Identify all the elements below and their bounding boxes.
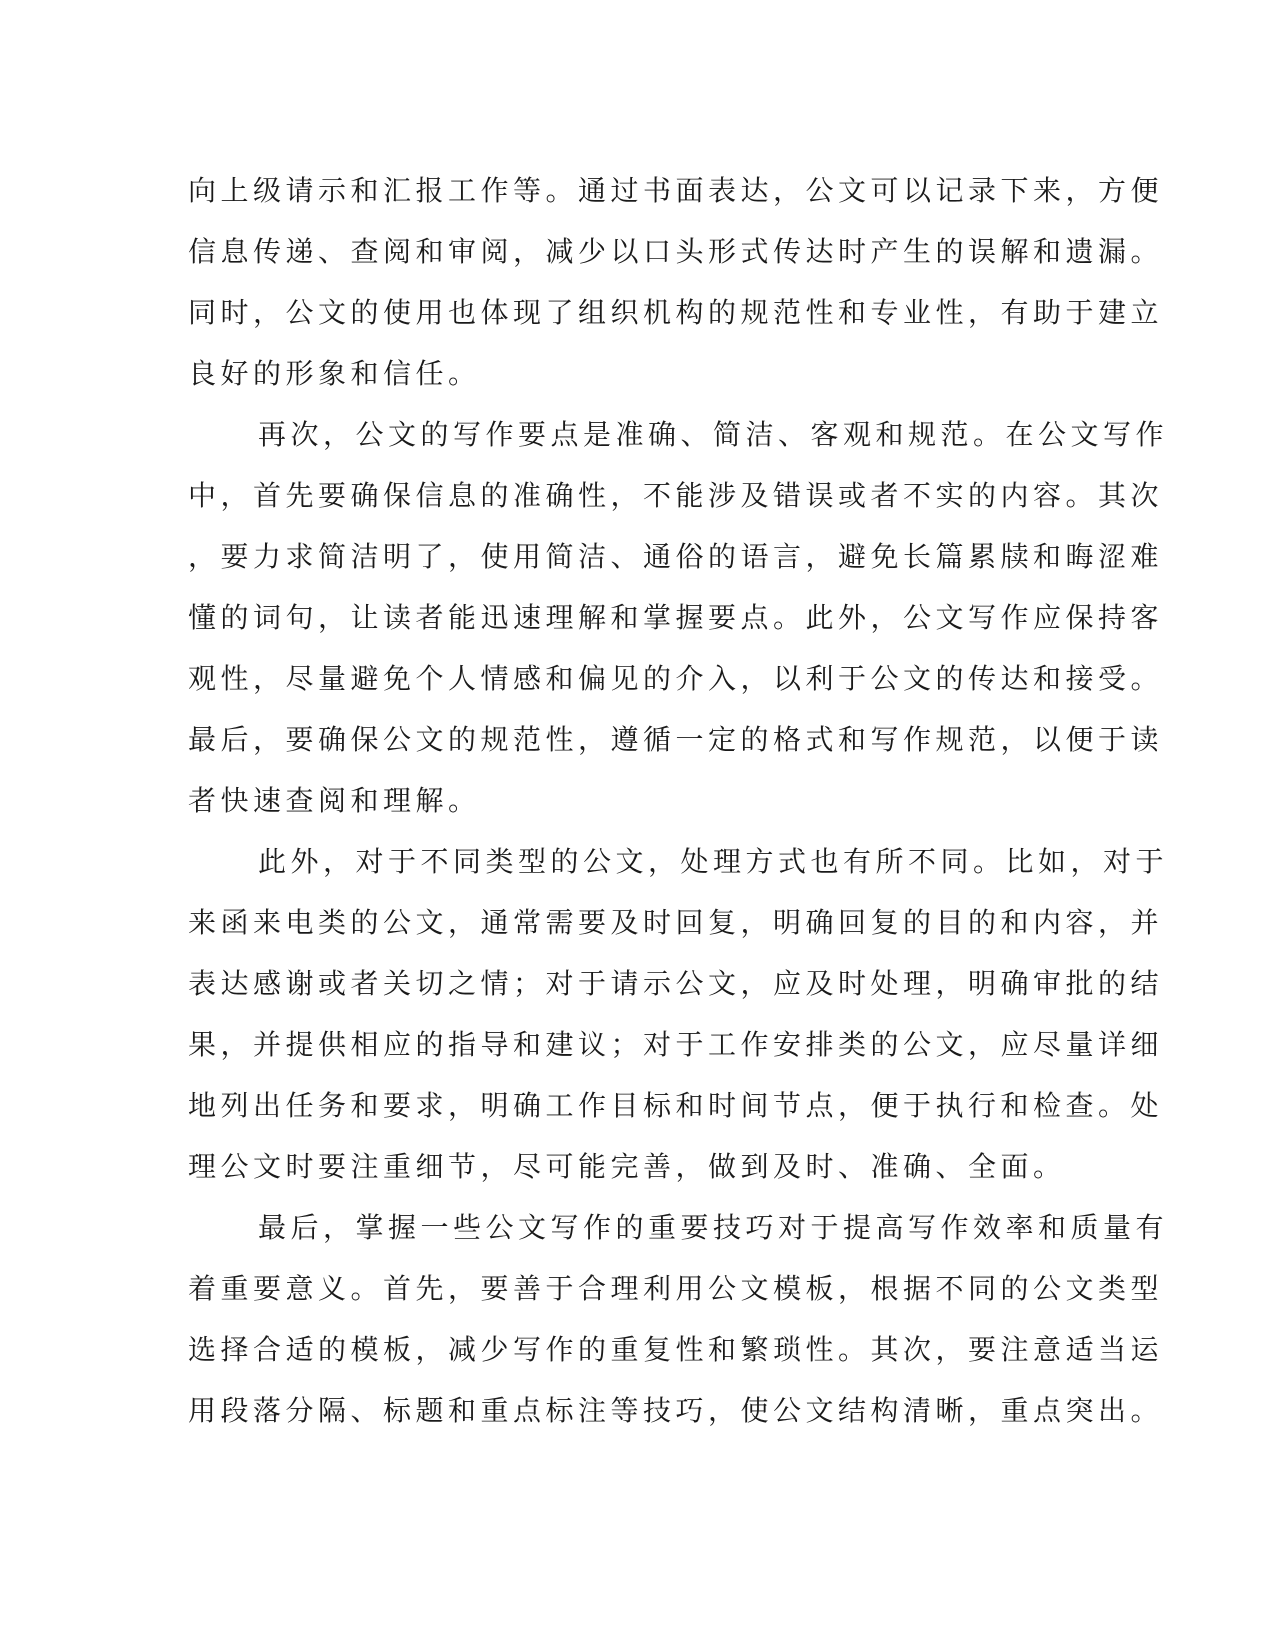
text-line: 者快速查阅和理解。 <box>188 784 481 817</box>
text-line: ，要力求简洁明了，使用简洁、通俗的语言，避免长篇累牍和晦涩难 <box>188 540 1164 573</box>
text-line: 表达感谢或者关切之情；对于请示公文，应及时处理，明确审批的结 <box>188 967 1164 1000</box>
text-line: 最后，掌握一些公文写作的重要技巧对于提高写作效率和质量有 <box>258 1211 1169 1244</box>
text-line: 着重要意义。首先，要善于合理利用公文模板，根据不同的公文类型 <box>188 1272 1164 1305</box>
text-line: 最后，要确保公文的规范性，遵循一定的格式和写作规范，以便于读 <box>188 723 1164 756</box>
text-line: 向上级请示和汇报工作等。通过书面表达，公文可以记录下来，方便 <box>188 174 1164 207</box>
text-line: 再次，公文的写作要点是准确、简洁、客观和规范。在公文写作 <box>258 418 1169 451</box>
text-line: 选择合适的模板，减少写作的重复性和繁琐性。其次，要注意适当运 <box>188 1333 1164 1366</box>
text-line: 理公文时要注重细节，尽可能完善，做到及时、准确、全面。 <box>188 1150 1066 1183</box>
text-line: 此外，对于不同类型的公文，处理方式也有所不同。比如，对于 <box>258 845 1169 878</box>
text-line: 中，首先要确保信息的准确性，不能涉及错误或者不实的内容。其次 <box>188 479 1164 512</box>
text-line: 地列出任务和要求，明确工作目标和时间节点，便于执行和检查。处 <box>188 1089 1164 1122</box>
text-line: 观性，尽量避免个人情感和偏见的介入，以利于公文的传达和接受。 <box>188 662 1164 695</box>
text-line: 用段落分隔、标题和重点标注等技巧，使公文结构清晰，重点突出。 <box>188 1394 1164 1427</box>
document-body <box>188 160 1169 1441</box>
text-line: 良好的形象和信任。 <box>188 357 481 390</box>
text-line: 同时，公文的使用也体现了组织机构的规范性和专业性，有助于建立 <box>188 296 1164 329</box>
text-line: 信息传递、查阅和审阅，减少以口头形式传达时产生的误解和遗漏。 <box>188 235 1164 268</box>
text-line: 果，并提供相应的指导和建议；对于工作安排类的公文，应尽量详细 <box>188 1028 1164 1061</box>
text-line: 来函来电类的公文，通常需要及时回复，明确回复的目的和内容，并 <box>188 906 1164 939</box>
text-line: 懂的词句，让读者能迅速理解和掌握要点。此外，公文写作应保持客 <box>188 601 1164 634</box>
